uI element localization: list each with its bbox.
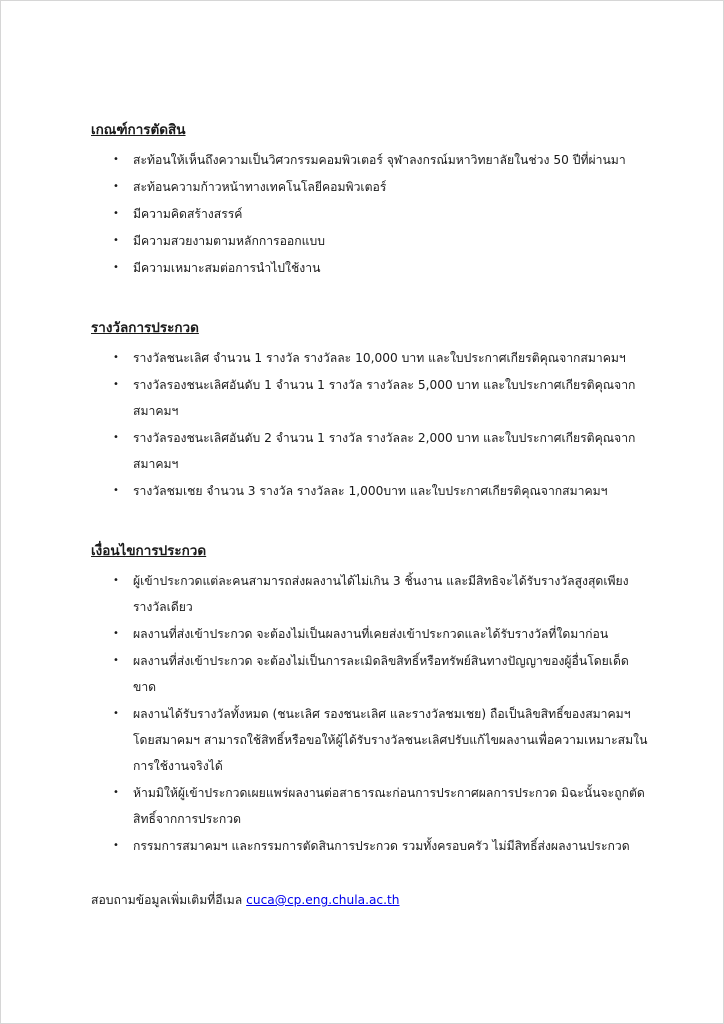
list-item xyxy=(91,478,651,504)
list-item-text: ห้ามมิให้ผู้เข้าประกวดเผยแพร่ผลงานต่อสาธารณะก่อนการประกาศผลการประกวด มิฉะนั้นจะถูกตัดสิทธิ์จากการประกวด xyxy=(133,786,645,826)
bullet-icon: • xyxy=(113,787,119,798)
bullet-icon: • xyxy=(113,379,119,390)
list-item-text: รางวัลรองชนะเลิศอันดับ 2 จำนวน 1 รางวัล รางวัลละ 2,000 บาท และใบประกาศเกียรติคุณจากสมาคมฯ xyxy=(133,431,636,471)
list-item-text: ผลงานได้รับรางวัลทั้งหมด (ชนะเลิศ รองชนะเลิศ และรางวัลชมเชย) ถือเป็นลิขสิทธิ์ของสมาคมฯ โดยสมาคมฯ สามารถใช้สิทธิ์หรือขอให้ผู้ได้รับรางวัลชนะเลิศปรับแก้ไขผลงานเพื่อความเหมาะสมในการใช้งานจริงได้ xyxy=(133,707,648,773)
list-item-text: ผู้เข้าประกวดแต่ละคนสามารถส่งผลงานได้ไม่เกิน 3 ชิ้นงาน และมีสิทธิจะได้รับรางวัลสูงสุดเพียงรางวัลเดียว xyxy=(133,574,629,614)
bullet-icon: • xyxy=(113,181,119,192)
list-item-text: สะท้อนให้เห็นถึงความเป็นวิศวกรรมคอมพิวเตอร์ จุฬาลงกรณ์มหาวิทยาลัยในช่วง 50 ปีที่ผ่านมา xyxy=(133,153,626,167)
list-item-text: ผลงานที่ส่งเข้าประกวด จะต้องไม่เป็นผลงานที่เคยส่งเข้าประกวดและได้รับรางวัลที่ใดมาก่อน xyxy=(133,627,609,641)
section-awards xyxy=(91,315,651,504)
bullet-icon: • xyxy=(113,575,119,586)
criteria-list xyxy=(91,147,651,281)
bullet-icon: • xyxy=(113,262,119,273)
list-item xyxy=(91,833,651,859)
list-item-text: รางวัลชนะเลิศ จำนวน 1 รางวัล รางวัลละ 10,000 บาท และใบประกาศเกียรติคุณจากสมาคมฯ xyxy=(133,351,626,365)
list-item xyxy=(91,174,651,200)
list-item xyxy=(91,372,651,424)
bullet-icon: • xyxy=(113,840,119,851)
list-item xyxy=(91,780,651,832)
bullet-icon: • xyxy=(113,432,119,443)
list-item xyxy=(91,147,651,173)
bullet-icon: • xyxy=(113,352,119,363)
list-item-text: กรรมการสมาคมฯ และกรรมการตัดสินการประกวด รวมทั้งครอบครัว ไม่มีสิทธิ์ส่งผลงานประกวด xyxy=(133,839,630,853)
bullet-icon: • xyxy=(113,235,119,246)
list-item xyxy=(91,621,651,647)
list-item xyxy=(91,228,651,254)
bullet-icon: • xyxy=(113,708,119,719)
bullet-icon: • xyxy=(113,208,119,219)
list-item xyxy=(91,345,651,371)
list-item xyxy=(91,648,651,700)
section-heading: เกณฑ์การตัดสิน xyxy=(91,122,186,138)
conditions-list xyxy=(91,568,651,859)
list-item xyxy=(91,255,651,281)
list-item-text: มีความเหมาะสมต่อการนำไปใช้งาน xyxy=(133,261,321,275)
bullet-icon: • xyxy=(113,655,119,666)
list-item-text: ผลงานที่ส่งเข้าประกวด จะต้องไม่เป็นการละเมิดลิขสิทธิ์หรือทรัพย์สินทางปัญญาของผู้อื่นโดยเด็ดขาด xyxy=(133,654,629,694)
list-item-text: มีความคิดสร้างสรรค์ xyxy=(133,207,243,221)
section-conditions xyxy=(91,538,651,859)
contact-text: สอบถามข้อมูลเพิ่มเติมที่อีเมล xyxy=(91,893,243,907)
document-content xyxy=(91,117,651,913)
list-item xyxy=(91,201,651,227)
section-heading: รางวัลการประกวด xyxy=(91,320,199,336)
awards-list xyxy=(91,345,651,504)
list-item-text: สะท้อนความก้าวหน้าทางเทคโนโลยีคอมพิวเตอร์ xyxy=(133,180,387,194)
bullet-icon: • xyxy=(113,154,119,165)
list-item-text: รางวัลรองชนะเลิศอันดับ 1 จำนวน 1 รางวัล รางวัลละ 5,000 บาท และใบประกาศเกียรติคุณจากสมาคมฯ xyxy=(133,378,636,418)
section-judging-criteria xyxy=(91,117,651,281)
list-item-text: รางวัลชมเชย จำนวน 3 รางวัล รางวัลละ 1,000บาท และใบประกาศเกียรติคุณจากสมาคมฯ xyxy=(133,484,608,498)
bullet-icon: • xyxy=(113,628,119,639)
list-item xyxy=(91,568,651,620)
contact-email-link[interactable]: cuca@cp.eng.chula.ac.th xyxy=(246,893,400,907)
contact-line xyxy=(91,887,651,913)
section-heading: เงื่อนไขการประกวด xyxy=(91,543,207,559)
list-item xyxy=(91,425,651,477)
bullet-icon: • xyxy=(113,485,119,496)
list-item-text: มีความสวยงามตามหลักการออกแบบ xyxy=(133,234,325,248)
list-item xyxy=(91,701,651,779)
